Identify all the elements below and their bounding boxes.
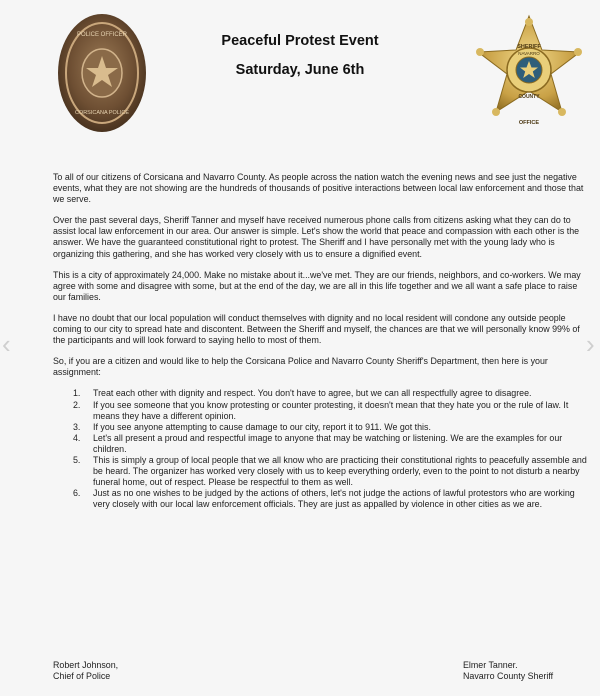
list-number: 2. bbox=[73, 399, 81, 410]
list-text: Treat each other with dignity and respect. You don't have to agree, but we can all respectfully agree to disagree. bbox=[93, 388, 532, 399]
list-item bbox=[53, 400, 589, 422]
list-text: Let's all present a proud and respectful image to anyone that may be watching or listening. We are the examples for our children. bbox=[93, 432, 563, 454]
list-item bbox=[53, 488, 589, 510]
list-item bbox=[53, 422, 589, 433]
police-badge-icon bbox=[56, 12, 148, 134]
signer-name: Elmer Tanner. bbox=[463, 660, 518, 670]
list-text: If you see someone that you know protesting or counter protesting, it doesn't mean that they hate you or the rule of law. It means they have a different opinion. bbox=[93, 399, 569, 421]
list-text: Just as no one wishes to be judged by the actions of others, let's not judge the actions of lawful protestors who are working very closely with our local law enforcement officials. They are just as appalled by violence in other cities as we are. bbox=[93, 488, 575, 510]
title-block bbox=[200, 34, 400, 91]
list-number: 1. bbox=[73, 388, 81, 399]
signer-title: Navarro County Sheriff bbox=[463, 671, 554, 682]
right-badge-mid-text: NAVARRO bbox=[518, 51, 540, 56]
list-number: 3. bbox=[73, 421, 81, 432]
signature-right bbox=[463, 660, 553, 683]
signer-title: Chief of Police bbox=[53, 671, 111, 682]
paragraph: So, if you are a citizen and would like to help the Corsicana Police and Navarro County Sheriff's Department, then here is your assignment: bbox=[53, 356, 548, 378]
list-number: 6. bbox=[73, 488, 81, 499]
paragraph: This is a city of approximately 24,000. Make no mistake about it...we've met. They are our friends, neighbors, and co-workers. We may agree with some and disagree with some, but at the end of the day, we are all in this life together and we all want a safe place to raise our families. bbox=[53, 269, 581, 302]
signer-name: Robert Johnson, bbox=[53, 660, 119, 670]
left-badge-top-text: POLICE OFFICER bbox=[76, 32, 128, 38]
page-title: Peaceful Protest Event bbox=[221, 33, 379, 49]
paragraph: To all of our citizens of Corsicana and Navarro County. As people across the nation watch the evening news and see just the negative events, what they are not showing are the hundreds of thousands of positive interactions between local law enforcement and those that we serve. bbox=[53, 172, 584, 205]
right-badge-county-text: COUNTY bbox=[518, 94, 540, 100]
signature-left bbox=[53, 660, 118, 683]
letter-header bbox=[0, 0, 600, 150]
chevron-left-icon[interactable]: ‹ bbox=[2, 329, 11, 359]
list-item bbox=[53, 388, 589, 399]
paragraph: I have no doubt that our local population will conduct themselves with dignity and no local resident will condone any outside people coming to our city to spread hate and discontent. Between the Sheriff and myself, the chances are that we will personally know 99% of the participants and will look forward to saying hello to most of them. bbox=[53, 312, 580, 346]
list-text: This is simply a group of local people that we all know who are practicing their constitutional rights to peacefully assemble and be heard. The organizer has worked very closely with us to keep everything orderly, even to the point to not disturb a nearby funeral home, out of respect. Please be respectful to them as well. bbox=[93, 454, 587, 488]
event-date: Saturday, June 6th bbox=[235, 61, 365, 78]
sheriff-star-icon bbox=[474, 14, 584, 132]
assignment-list bbox=[53, 388, 589, 510]
right-badge-bottom-text: OFFICE bbox=[518, 120, 540, 126]
list-number: 5. bbox=[73, 454, 81, 465]
list-text: If you see anyone attempting to cause damage to our city, report it to 911. We got this. bbox=[93, 421, 431, 432]
chevron-right-icon[interactable]: › bbox=[586, 329, 595, 359]
paragraph: Over the past several days, Sheriff Tanner and myself have received numerous phone calls from citizens asking what they can do to assist local law enforcement in our area. Our answer is simple. Let's show the world that peace and compassion with each other is the answer. We have the guaranteed constitutional right to protest. The Sheriff and I have personally met with the young lady who is organizing this gathering, and she has worked very closely with us to ensure a dignified event. bbox=[53, 215, 580, 259]
right-badge-top-text: SHERIFF bbox=[517, 44, 541, 50]
list-number: 4. bbox=[73, 432, 81, 443]
list-item bbox=[53, 433, 589, 455]
list-item bbox=[53, 455, 589, 488]
letter-body bbox=[53, 172, 589, 510]
left-badge-bottom-text: CORSICANA POLICE bbox=[74, 110, 130, 116]
